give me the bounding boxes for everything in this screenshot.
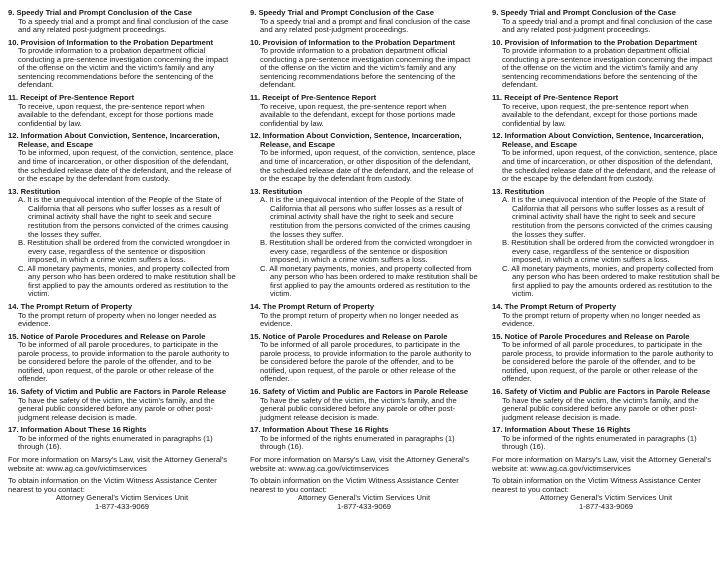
contact-unit: Attorney General's Victim Services Unit (297, 493, 431, 503)
section-body: To receive, upon request, the pre-sentence report when available to the defendant, except for those portions made confidential by law. (18, 101, 214, 128)
rights-section (8, 426, 236, 452)
contact-block (8, 477, 236, 511)
document-column-3 (492, 9, 720, 563)
section-title: 12. Information About Conviction, Sentence, Incarceration, Release, and Escape (250, 131, 462, 149)
section-title: 14. The Prompt Return of Property (8, 301, 133, 311)
rights-section (8, 388, 236, 422)
section-title: 12. Information About Conviction, Sentence, Incarceration, Release, and Escape (492, 131, 704, 149)
rights-section (8, 188, 236, 299)
section-title: 14. The Prompt Return of Property (492, 301, 617, 311)
section-body: To the prompt return of property when no longer needed as evidence. (260, 310, 459, 329)
footer (250, 456, 478, 511)
section-body: To receive, upon request, the pre-sentence report when available to the defendant, except for those portions made confidential by law. (260, 101, 456, 128)
section-body: To be informed, upon request, of the conviction, sentence, place and time of incarceration, or other disposition of the defendant, the scheduled release date of the defendant, and the release of or the escape by the defendant from custody. (502, 148, 718, 184)
section-title: 17. Information About These 16 Rights (492, 425, 631, 435)
document-column-2 (250, 9, 478, 563)
section-body: To be informed of the rights enumerated in paragraphs (1) through (16). (502, 433, 697, 452)
marsys-law-info: For more information on Marsy's Law, visit the Attorney General's website at: www.ag.ca.gov/victimservices (250, 455, 469, 473)
restitution-item: A. It is the unequivocal intention of the People of the State of California that all persons who suffer losses as a result of criminal activity shall have the right to seek and secure restitution from the persons convicted of the crimes causing the losses they suffer. (260, 195, 471, 239)
section-body: To have the safety of the victim, the victim's family, and the general public considered before any parole or other post-judgment release decision is made. (260, 395, 457, 422)
section-title: 17. Information About These 16 Rights (250, 425, 389, 435)
rights-section (492, 188, 720, 299)
section-body: To a speedy trial and a prompt and final conclusion of the case and any related post-judgment proceedings. (18, 16, 229, 35)
rights-section (250, 132, 478, 183)
restitution-item: C. All monetary payments, monies, and property collected from any person who has been ordered to make restitution shall be first applied to pay the amounts ordered as restitution to the victim. (260, 263, 478, 299)
section-title: 9. Speedy Trial and Prompt Conclusion of the Case (492, 8, 676, 17)
rights-section (8, 9, 236, 35)
section-title: 15. Notice of Parole Procedures and Release on Parole (8, 331, 206, 341)
section-body: To be informed of the rights enumerated in paragraphs (1) through (16). (260, 433, 455, 452)
section-title: 9. Speedy Trial and Prompt Conclusion of the Case (250, 8, 434, 17)
section-body: To a speedy trial and a prompt and final conclusion of the case and any related post-judgment proceedings. (260, 16, 471, 35)
restitution-list (250, 196, 478, 299)
section-body: To receive, upon request, the pre-sentence report when available to the defendant, except for those portions made confidential by law. (502, 101, 698, 128)
contact-intro: To obtain information on the Victim Witness Assistance Center nearest to you contact: (250, 476, 459, 494)
rights-section (250, 39, 478, 90)
section-title: 12. Information About Conviction, Sentence, Incarceration, Release, and Escape (8, 131, 220, 149)
section-title: 11. Receipt of Pre-Sentence Report (8, 93, 135, 103)
rights-section (250, 426, 478, 452)
section-body: To a speedy trial and a prompt and final conclusion of the case and any related post-judgment proceedings. (502, 16, 713, 35)
section-title: 11. Receipt of Pre-Sentence Report (492, 93, 619, 103)
section-body: To be informed, upon request, of the conviction, sentence, place and time of incarceration, or other disposition of the defendant, the scheduled release date of the defendant, and the release of or the escape by the defendant from custody. (260, 148, 476, 184)
section-body: To the prompt return of property when no longer needed as evidence. (502, 310, 701, 329)
section-title: 17. Information About These 16 Rights (8, 425, 147, 435)
contact-unit: Attorney General's Victim Services Unit (55, 493, 189, 503)
section-title: 11. Receipt of Pre-Sentence Report (250, 93, 377, 103)
section-body: To provide information to a probation department official conducting a pre-sentence investigation concerning the impact of the offense on the victim and the victim's family and any sentencing recommendations before the sentencing of the defendant. (502, 46, 713, 90)
section-title: 15. Notice of Parole Procedures and Release on Parole (250, 331, 448, 341)
rights-section (250, 333, 478, 384)
contact-phone: 1-877-433-9069 (94, 501, 150, 511)
section-body: To be informed of the rights enumerated in paragraphs (1) through (16). (18, 433, 213, 452)
contact-intro: To obtain information on the Victim Witness Assistance Center nearest to you contact: (8, 476, 217, 494)
section-title: 9. Speedy Trial and Prompt Conclusion of the Case (8, 8, 192, 17)
section-title: 10. Provision of Information to the Probation Department (8, 37, 214, 47)
restitution-item: B. Restitution shall be ordered from the convicted wrongdoer in every case, regardless of the sentence or disposition imposed, in which a crime victim suffers a loss. (18, 238, 230, 265)
rights-section (8, 132, 236, 183)
contact-phone: 1-877-433-9069 (336, 501, 392, 511)
rights-section (492, 94, 720, 128)
section-body: To provide information to a probation department official conducting a pre-sentence investigation concerning the impact of the offense on the victim and the victim's family and any sentencing recommendations before the sentencing of the defendant. (18, 46, 229, 90)
section-title: 14. The Prompt Return of Property (250, 301, 375, 311)
section-body: To be informed of all parole procedures, to participate in the parole process, to provide information to the parole authority to be considered before the parole of the offender, and to be notified, upon request, of the parole or other release of the offender. (260, 340, 472, 384)
section-body: To be informed of all parole procedures, to participate in the parole process, to provide information to the parole authority to be considered before the parole of the offender, and to be notified, upon request, of the parole or other release of the offender. (18, 340, 230, 384)
rights-section (492, 9, 720, 35)
contact-block (250, 477, 478, 511)
section-title: 13. Restitution (250, 186, 303, 196)
rights-section (250, 388, 478, 422)
rights-section (492, 388, 720, 422)
rights-section (492, 333, 720, 384)
marsys-law-info: For more information on Marsy's Law, visit the Attorney General's website at: www.ag.ca.gov/victimservices (492, 455, 711, 473)
section-body: To provide information to a probation department official conducting a pre-sentence investigation concerning the impact of the offense on the victim and the victim's family and any sentencing recommendations before the sentencing of the defendant. (260, 46, 471, 90)
restitution-list (8, 196, 236, 299)
contact-unit: Attorney General's Victim Services Unit (539, 493, 673, 503)
restitution-item: B. Restitution shall be ordered from the convicted wrongdoer in every case, regardless of the sentence or disposition imposed, in which a crime victim suffers a loss. (502, 238, 714, 265)
restitution-item: A. It is the unequivocal intention of the People of the State of California that all persons who suffer losses as a result of criminal activity shall have the right to seek and secure restitution from the persons convicted of the crimes causing the losses they suffer. (18, 195, 229, 239)
section-body: To have the safety of the victim, the victim's family, and the general public considered before any parole or other post-judgment release decision is made. (502, 395, 699, 422)
marsys-law-info: For more information on Marsy's Law, visit the Attorney General's website at: www.ag.ca.gov/victimservices (8, 455, 227, 473)
section-title: 16. Safety of Victim and Public are Factors in Parole Release (492, 387, 711, 397)
footer (492, 456, 720, 511)
contact-intro: To obtain information on the Victim Witness Assistance Center nearest to you contact: (492, 476, 701, 494)
restitution-item: C. All monetary payments, monies, and property collected from any person who has been ordered to make restitution shall be first applied to pay the amounts ordered as restitution to the victim. (502, 263, 720, 299)
restitution-list (492, 196, 720, 299)
restitution-item: A. It is the unequivocal intention of the People of the State of California that all persons who suffer losses as a result of criminal activity shall have the right to seek and secure restitution from the persons convicted of the crimes causing the losses they suffer. (502, 195, 713, 239)
rights-section (250, 303, 478, 329)
section-title: 13. Restitution (492, 186, 545, 196)
section-title: 13. Restitution (8, 186, 61, 196)
rights-section (250, 188, 478, 299)
section-body: To be informed, upon request, of the conviction, sentence, place and time of incarceration, or other disposition of the defendant, the scheduled release date of the defendant, and the release of or the escape by the defendant from custody. (18, 148, 234, 184)
rights-section (250, 94, 478, 128)
section-title: 10. Provision of Information to the Probation Department (250, 37, 456, 47)
restitution-item: C. All monetary payments, monies, and property collected from any person who has been ordered to make restitution shall be first applied to pay the amounts ordered as restitution to the victim. (18, 263, 236, 299)
rights-section (8, 39, 236, 90)
document-column-1 (8, 9, 236, 563)
section-title: 10. Provision of Information to the Probation Department (492, 37, 698, 47)
footer (8, 456, 236, 511)
contact-block (492, 477, 720, 511)
rights-section (8, 94, 236, 128)
section-title: 16. Safety of Victim and Public are Factors in Parole Release (8, 387, 227, 397)
rights-section (492, 132, 720, 183)
restitution-item: B. Restitution shall be ordered from the convicted wrongdoer in every case, regardless of the sentence or disposition imposed, in which a crime victim suffers a loss. (260, 238, 472, 265)
rights-section (492, 39, 720, 90)
rights-section (492, 426, 720, 452)
section-title: 15. Notice of Parole Procedures and Release on Parole (492, 331, 690, 341)
section-body: To have the safety of the victim, the victim's family, and the general public considered before any parole or other post-judgment release decision is made. (18, 395, 215, 422)
rights-section (8, 333, 236, 384)
rights-section (492, 303, 720, 329)
section-title: 16. Safety of Victim and Public are Factors in Parole Release (250, 387, 469, 397)
section-body: To be informed of all parole procedures, to participate in the parole process, to provide information to the parole authority to be considered before the parole of the offender, and to be notified, upon request, of the parole or other release of the offender. (502, 340, 714, 384)
contact-phone: 1-877-433-9069 (578, 501, 634, 511)
rights-section (8, 303, 236, 329)
rights-section (250, 9, 478, 35)
section-body: To the prompt return of property when no longer needed as evidence. (18, 310, 217, 329)
